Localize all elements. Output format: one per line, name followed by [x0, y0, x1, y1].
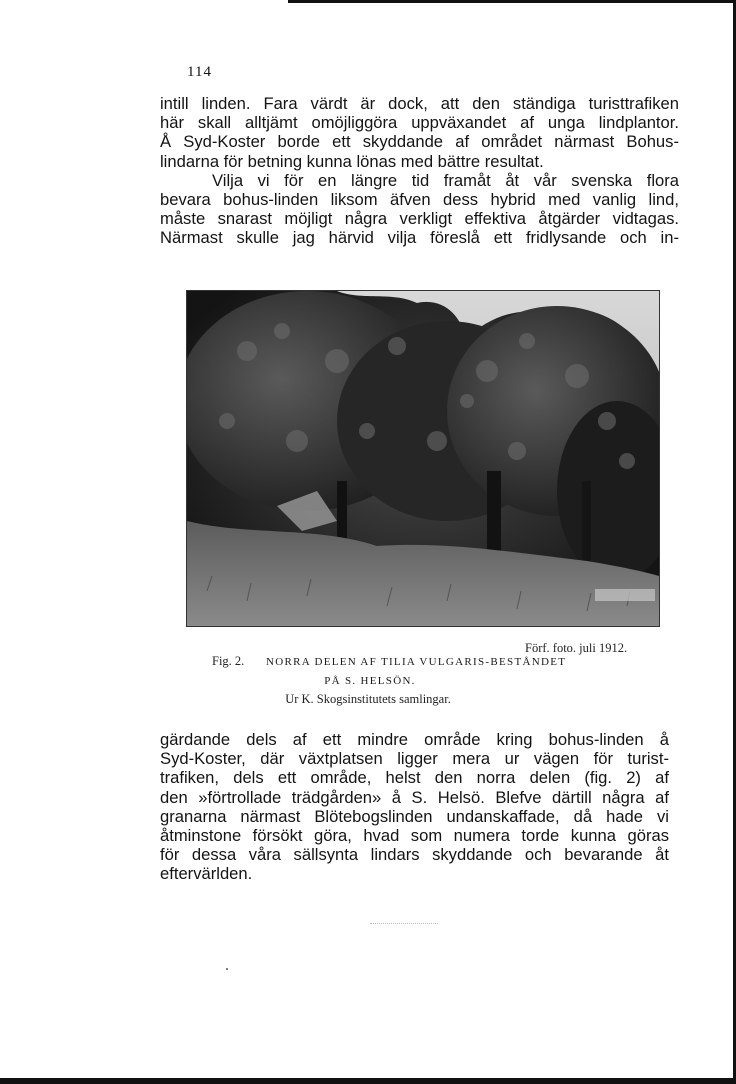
text-line: trafiken, dels ett område, helst den norra delen (fig. 2) af	[160, 768, 669, 788]
text-line: för dessa våra sällsynta lindars skyddande och bevarande åt	[160, 845, 669, 865]
text-line: Vilja vi för en längre tid framåt åt vår svenska flora	[212, 170, 679, 190]
text-line: åtminstone försökt göra, hvad som numera torde kunna göras	[160, 826, 669, 846]
text-line: Närmast skulle jag härvid vilja föreslå ett fridlysande och in-	[160, 228, 679, 248]
page-border-top	[288, 0, 736, 3]
text-line: bevara bohus-linden liksom äfven dess hybrid med vanlig lind,	[160, 190, 679, 210]
text-line: Å Syd-Koster borde ett skyddande af området närmast Bohus-	[160, 132, 679, 152]
text-line: gärdande dels af ett mindre område kring bohus-linden å	[160, 730, 669, 749]
text-line: intill linden. Fara värdt är dock, att den ständiga turisttrafiken	[160, 94, 679, 113]
text-line: här skall alltjämt omöjliggöra uppväxandet af unga lindplantor.	[160, 113, 679, 133]
figure-title-line-2: PÅ S. HELSÖN.	[324, 675, 416, 687]
paragraph-2	[160, 730, 669, 884]
text-line: den »förtrollade trädgården» å S. Helsö. Blefve därtill några af	[160, 787, 669, 807]
text-line: eftervärlden.	[160, 864, 253, 884]
text-line: måste snarast möjligt några verkligt effektiva åtgärder vidtagas.	[160, 209, 679, 229]
page-border-bottom	[0, 1078, 736, 1084]
tree-photograph	[186, 290, 660, 627]
figure-label: Fig. 2.	[212, 654, 245, 668]
page-number: 114	[187, 64, 212, 80]
text-line: lindarna för betning kunna lönas med bättre resultat.	[160, 151, 544, 171]
text-line: granarna närmast Blötebogslinden undanskaffade, då hade vi	[160, 806, 669, 826]
figure-title-line-1: NORRA DELEN AF TILIA VULGARIS-BESTÅNDET	[266, 656, 567, 668]
photo-credit: Förf. foto. juli 1912.	[525, 641, 628, 655]
paragraph-1	[160, 94, 679, 248]
speck	[226, 968, 228, 970]
faint-mark	[370, 923, 438, 924]
figure-source: Ur K. Skogsinstitutets samlingar.	[285, 692, 451, 706]
text-line: Syd-Koster, där växtplatsen ligger mera ur vägen för turist-	[160, 749, 669, 769]
